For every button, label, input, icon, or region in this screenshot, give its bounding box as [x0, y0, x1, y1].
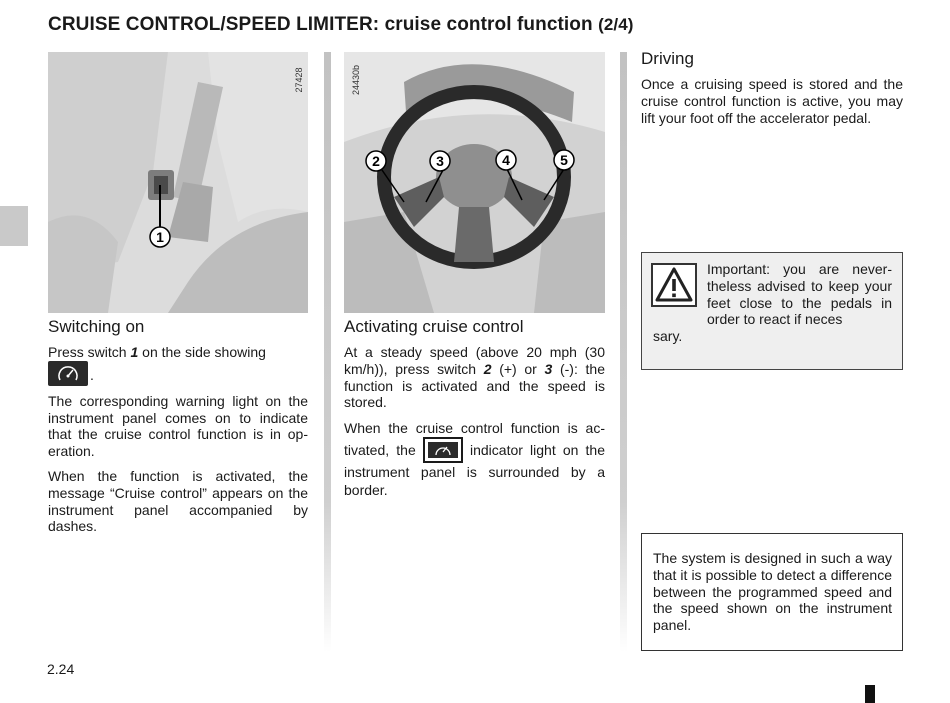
important-text: Important: you are nevertheless advised to keep your feet close to the pedals in order to react if neces [707, 261, 892, 328]
switching-on-heading: Switching on [48, 317, 145, 336]
column-divider-1 [324, 52, 331, 652]
callout-5: 5 [560, 152, 568, 168]
cruise-control-bordered-icon [423, 437, 463, 463]
figure-steering-wheel-photo [344, 52, 605, 313]
callout-2: 2 [372, 153, 380, 169]
system-text: The system is designed in such a way that it is possible to detect a difference between the programmed speed and the speed shown on the instrument panel. [653, 550, 892, 634]
switching-on-p3: When the function is activated, the message “Cruise control” appears on the instrument panel accompanied by dashes. [48, 467, 308, 535]
important-text-tail: sary. [653, 328, 683, 344]
section-tab [0, 206, 28, 246]
title-text: CRUISE CONTROL/SPEED LIMITER: cruise control function [48, 14, 593, 35]
figure-ref-middle: 24430b [351, 64, 361, 96]
title-part: (2/4) [598, 15, 634, 34]
driving-text: Once a cruising speed is stored and the cruise control function is active, you may lift your foot off the accelerator pedal. [641, 76, 903, 126]
switching-on-text: Press switch 1 on the side showing . The corresponding warning light on the instrument panel comes on to indicate that the cruise control function is in operation. When the function is activated, the message “Cruise control” appears on the instrument panel accompanied by dashes. [48, 344, 308, 535]
cruise-control-icon [48, 361, 88, 386]
page-title [48, 14, 634, 36]
callout-3: 3 [436, 153, 444, 169]
switching-on-p2: The corresponding warning light on the instrument panel comes on to indicate that the cruise control function is in operation. [48, 392, 308, 460]
figure-ref-left: 27428 [294, 67, 304, 93]
system-box [641, 533, 903, 651]
activating-text: At a steady speed (above 20 mph (30 km/h)), press switch 2 (+) or 3 (-): the function is activated and the speed is stored. When the cruise control function is activated, the indicator light on the instrument panel is surrounded by a border. [344, 344, 605, 499]
page-marker [865, 685, 875, 703]
important-box [641, 252, 903, 370]
figure-switch-photo [48, 52, 308, 313]
page-number: 2.24 [47, 661, 75, 677]
warning-triangle-icon [651, 263, 697, 307]
column-divider-2 [620, 52, 627, 652]
callout-4: 4 [502, 152, 510, 168]
driving-heading: Driving [641, 49, 694, 68]
callout-1: 1 [156, 229, 164, 245]
activating-heading: Activating cruise control [344, 317, 524, 336]
